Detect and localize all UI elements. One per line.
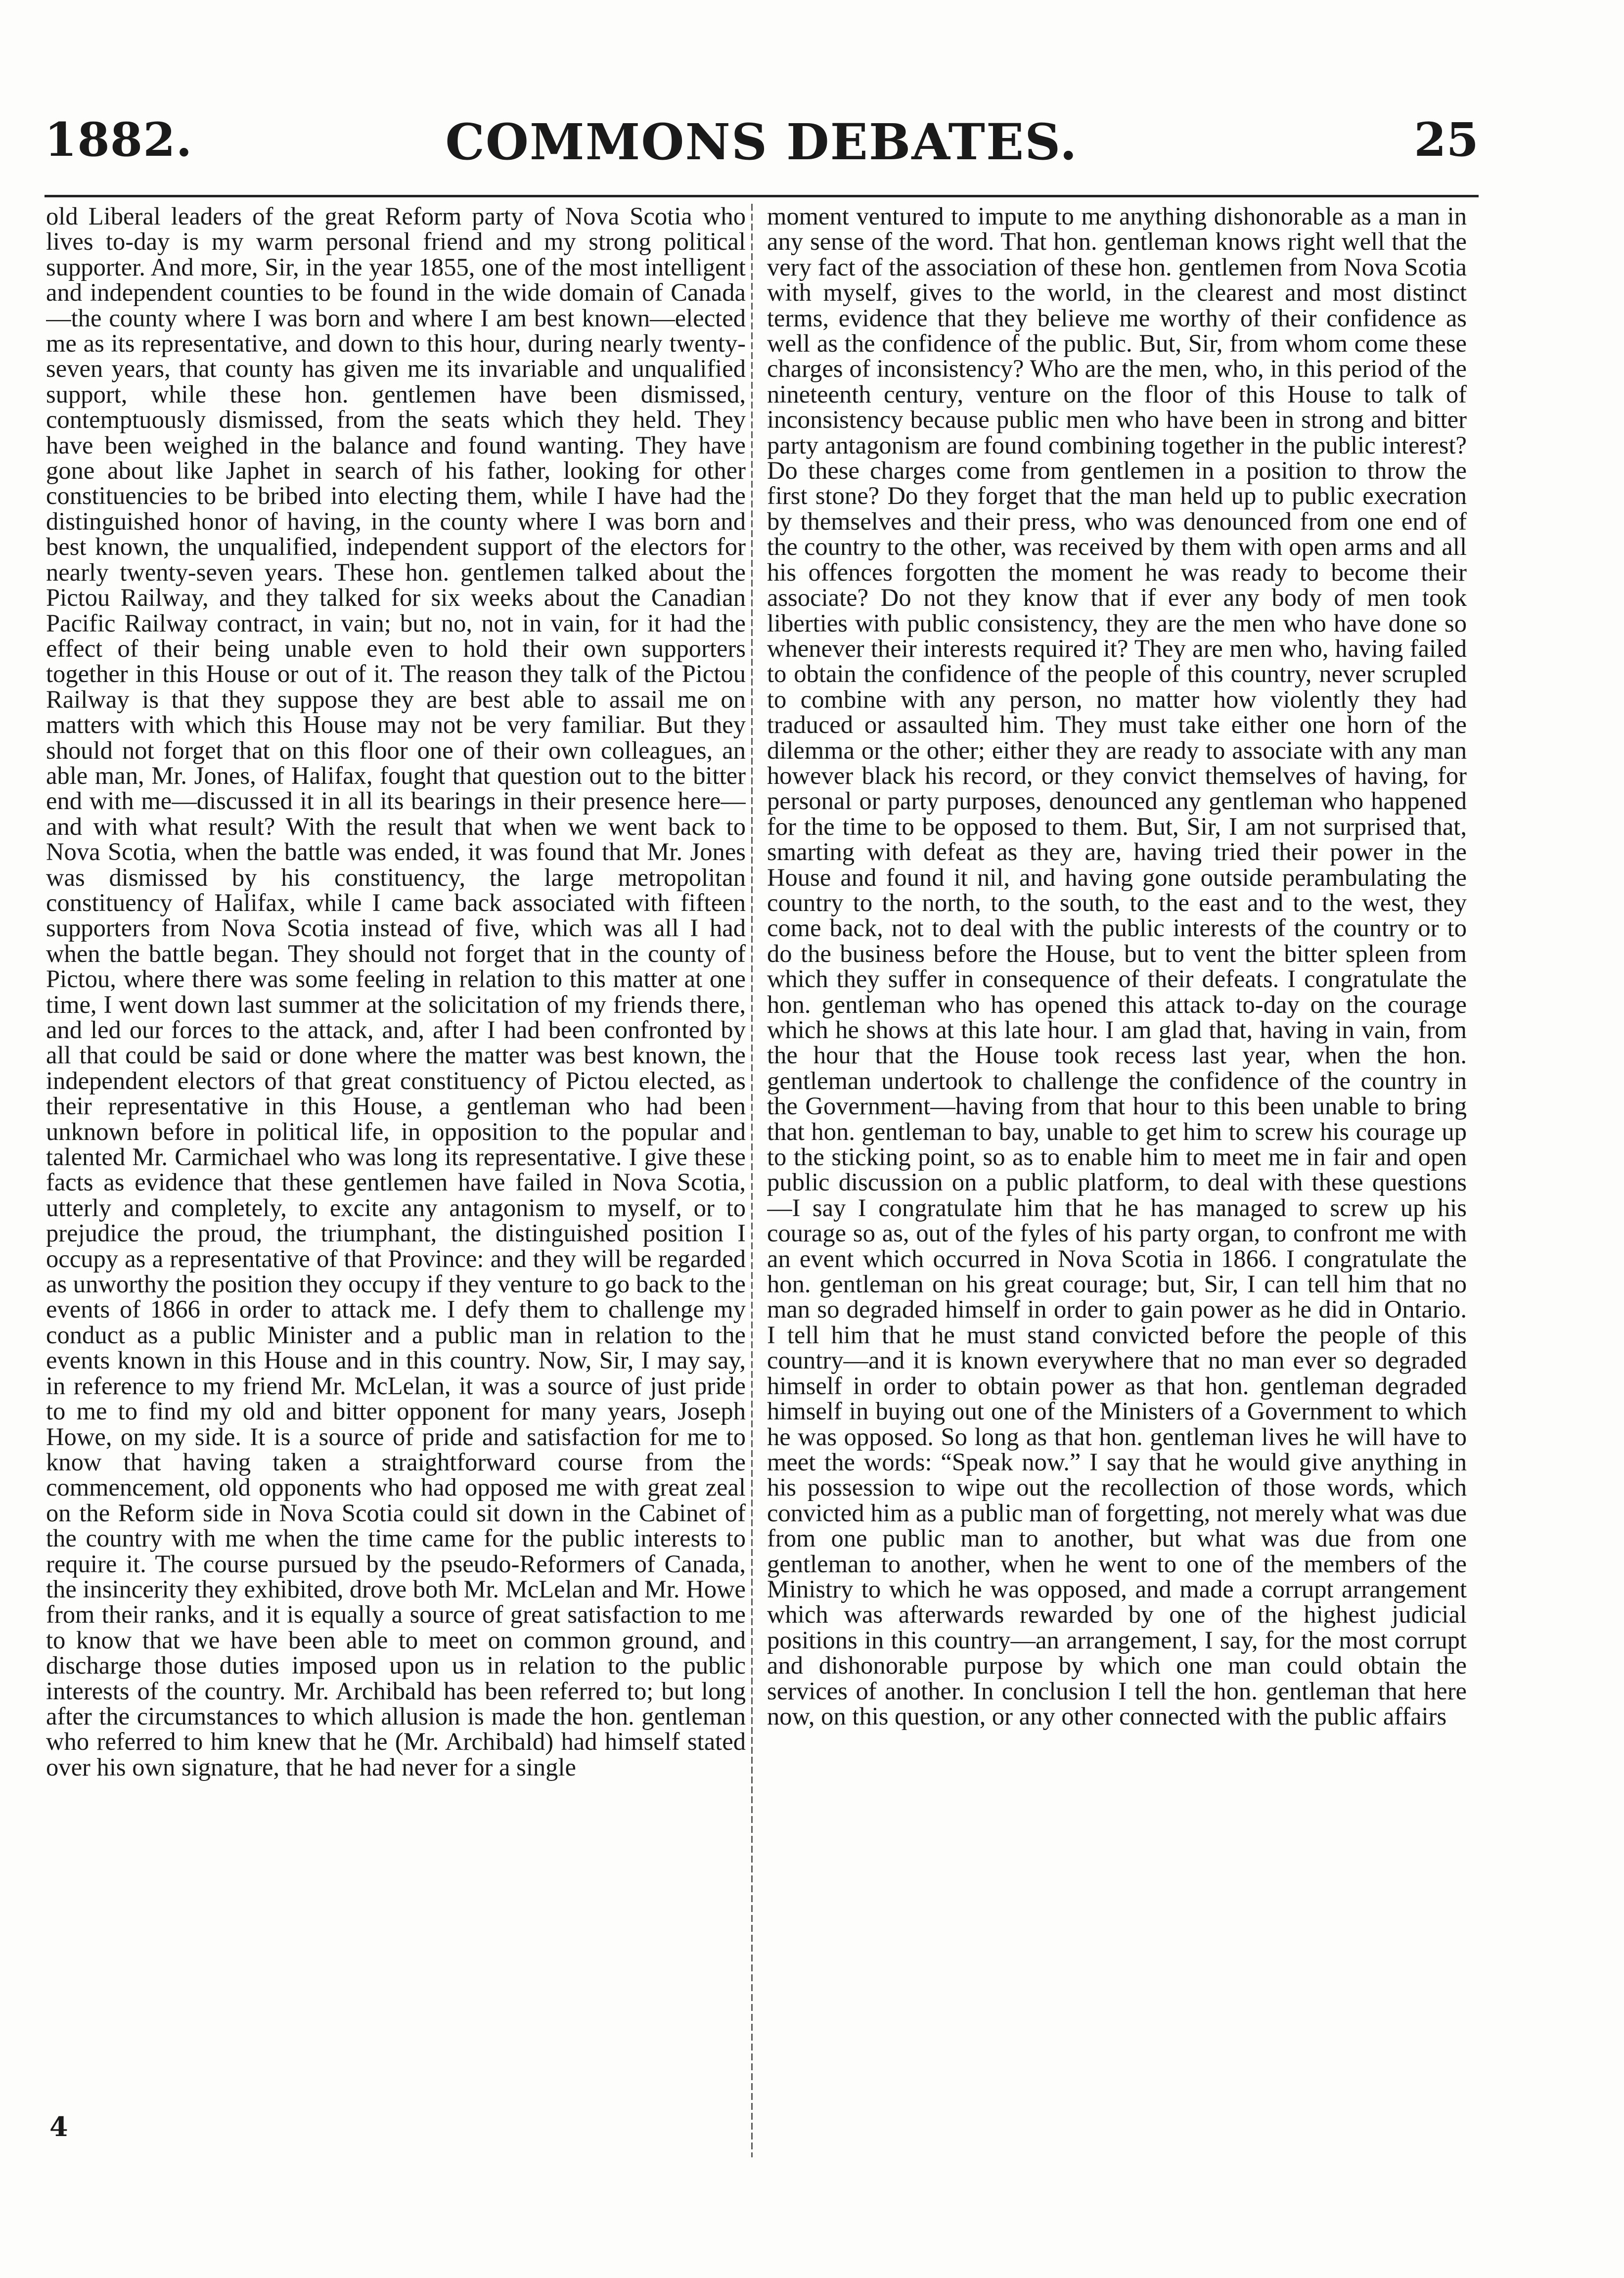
header-title: COMMONS DEBATES. [445, 113, 1078, 171]
column-divider [751, 204, 753, 2157]
header-rule [45, 195, 1479, 197]
header-page-number: 25 [1414, 113, 1479, 167]
left-column [46, 204, 746, 2192]
signature-mark: 4 [49, 2111, 68, 2142]
right-column-text: moment ventured to impute to me anything dishonorable as a man in any sense of the word. That hon. gentleman knows right well that the very fact of the association of these hon. gentlemen from Nova Scotia with myself, gives to the world, in the clearest and most distinct terms, evidence that they believe me worthy of their confidence as well as the confidence of the public. But, Sir, from whom come these charges of inconsistency? Who are the men, who, in this period of the nineteenth century, venture on the floor of this House to talk of inconsistency because public men who have been in strong and bitter party antagonism are found combining together in the public interest? Do these charges come from gentlemen in a position to throw the first stone? Do they forget that the man held up to public execration by themselves and their press, who was denounced from one end of the country to the other, was received by them with open arms and all his offences forgotten the moment he was ready to become their associate? Do not they know that if ever any body of men took liberties with public consistency, they are the men who have done so whenever their interests required it? They are men who, having failed to obtain the confidence of the people of this country, never scrupled to combine with any person, no matter how violently they had traduced or assaulted him. They must take either one horn of the dilemma or the other; either they are ready to associate with any man however black his record, or they convict themselves of having, for personal or party purposes, denounced any gentleman who happened for the time to be opposed to them. But, Sir, I am not surprised that, smarting with defeat as they are, having tried their power in the House and found it nil, and having gone outside perambulating the country to the north, to the south, to the east and to the west, they come back, not to deal with the public interests of the country or to do the business before the House, but to vent the bitter spleen from which they suffer in consequence of their defeats. I congratulate the hon. gentleman who has opened this attack to-day on the courage which he shows at this late hour. I am glad that, having in vain, from the hour that the House took recess last year, when the hon. gentleman undertook to challenge the confidence of the country in the Government—having from that hour to this been unable to bring that hon. gentleman to bay, unable to get him to screw his courage up to the sticking point, so as to enable him to meet me in fair and open public discussion on a public platform, to deal with these questions —I say I congratulate him that he has managed to screw up his courage so as, out of the fyles of his party organ, to confront me with an event which occurred in Nova Scotia in 1866. I congratulate the hon. gentleman on his great courage; but, Sir, I can tell him that no man so degraded himself in order to gain power as he did in Ontario. I tell him that he must stand convicted before the people of this country—and it is known everywhere that no man ever so degraded himself in order to obtain power as that hon. gentleman degraded himself in buying out one of the Ministers of a Government to which he was opposed. So long as that hon. gentleman lives he will have to meet the words: “Speak now.” I say that he would give anything in his possession to wipe out the recollection of those words, which convicted him as a public man of forgetting, not merely what was due from one public man to another, but what was due from one gentleman to another, when he went to one of the members of the Ministry to which he was opposed, and made a corrupt arrangement which was afterwards rewarded by one of the highest judicial positions in this country—an arrangement, I say, for the most corrupt and dishonorable purpose by which one man could obtain the services of another. In conclusion I tell the hon. gentleman that here now, on this question, or any other connected with the public affairs [767, 204, 1467, 1730]
header-year: 1882. [45, 113, 193, 167]
page-header [45, 113, 1479, 177]
left-column-text: old Liberal leaders of the great Reform party of Nova Scotia who lives to-day is my warm personal friend and my strong political supporter. And more, Sir, in the year 1855, one of the most intelligent and independent counties to be found in the wide domain of Canada—the county where I was born and where I am best known—elected me as its representative, and down to this hour, during nearly twenty-seven years, that county has given me its invariable and unqualified support, while these hon. gentlemen have been dismissed, contemptuously dismissed, from the seats which they held. They have been weighed in the balance and found wanting. They have gone about like Japhet in search of his father, looking for other constituencies to be bribed into electing them, while I have had the distinguished honor of having, in the county where I was born and best known, the unqualified, independent support of the electors for nearly twenty-seven years. These hon. gentlemen talked about the Pictou Railway, and they talked for six weeks about the Canadian Pacific Railway contract, in vain; but no, not in vain, for it had the effect of their being unable even to hold their own supporters together in this House or out of it. The reason they talk of the Pictou Railway is that they suppose they are best able to assail me on matters with which this House may not be very familiar. But they should not forget that on this floor one of their own colleagues, an able man, Mr. Jones, of Halifax, fought that question out to the bitter end with me—discussed it in all its bearings in their presence here—and with what result? With the result that when we went back to Nova Scotia, when the battle was ended, it was found that Mr. Jones was dismissed by his constituency, the large metropolitan constituency of Halifax, while I came back associated with fifteen supporters from Nova Scotia instead of five, which was all I had when the battle began. They should not forget that in the county of Pictou, where there was some feeling in relation to this matter at one time, I went down last summer at the solicitation of my friends there, and led our forces to the attack, and, after I had been confronted by all that could be said or done where the matter was best known, the independent electors of that great constituency of Pictou elected, as their representative in this House, a gentleman who had been unknown before in political life, in opposition to the popular and talented Mr. Carmichael who was long its representative. I give these facts as evidence that these gentlemen have failed in Nova Scotia, utterly and completely, to excite any antagonism to myself, or to prejudice the proud, the triumphant, the distinguished position I occupy as a representative of that Province: and they will be regarded as unworthy the position they occupy if they venture to go back to the events of 1866 in order to attack me. I defy them to challenge my conduct as a public Minister and a public man in relation to the events known in this House and in this country. Now, Sir, I may say, in reference to my friend Mr. McLelan, it was a source of just pride to me to find my old and bitter opponent for many years, Joseph Howe, on my side. It is a source of pride and satisfaction for me to know that having taken a straightforward course from the commencement, old opponents who had opposed me with great zeal on the Reform side in Nova Scotia could sit down in the Cabinet of the country with me when the time came for the public interests to require it. The course pursued by the pseudo-Reformers of Canada, the insincerity they exhibited, drove both Mr. McLelan and Mr. Howe from their ranks, and it is equally a source of great satisfaction to me to know that we have been able to meet on common ground, and discharge those duties imposed upon us in relation to the public interests of the country. Mr. Archibald has been referred to; but long after the circumstances to which allusion is made the hon. gentleman who referred to him knew that he (Mr. Archibald) had himself stated over his own signature, that he had never for a single [46, 204, 746, 1781]
right-column [767, 204, 1467, 2192]
